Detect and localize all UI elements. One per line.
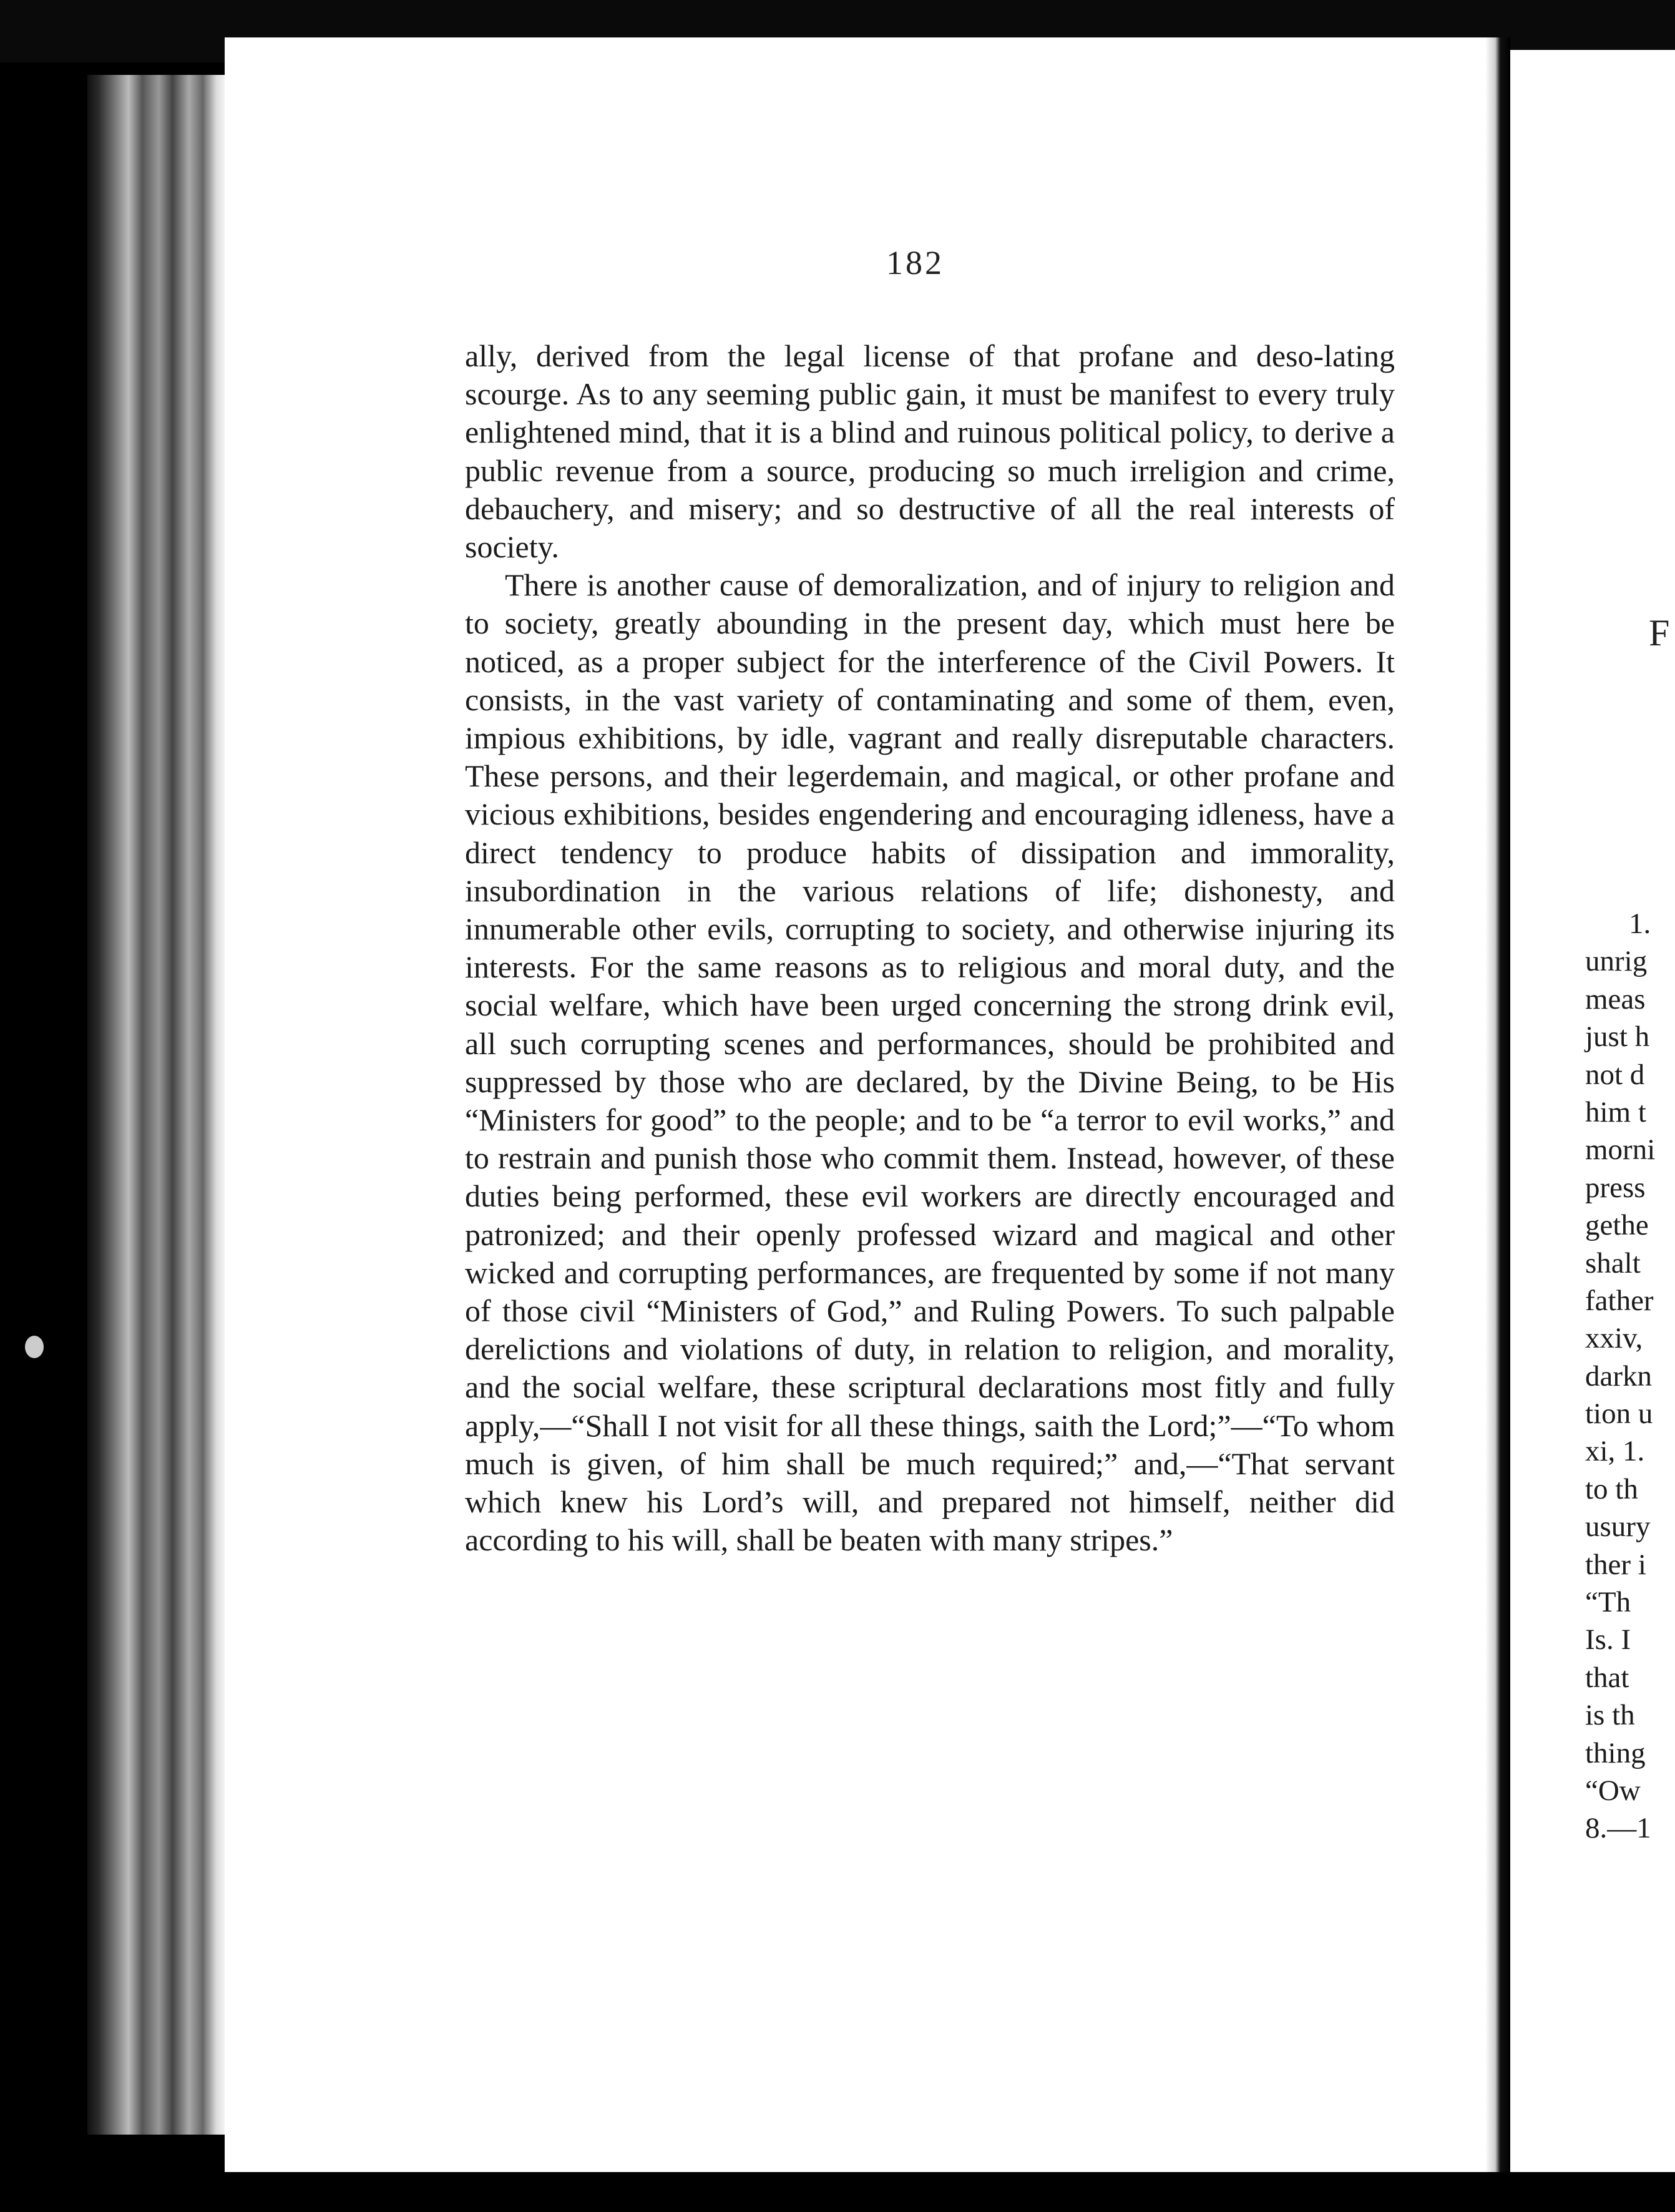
facing-line: father [1585,1284,1654,1317]
facing-line: press [1585,1171,1646,1204]
facing-line: tion u [1585,1397,1653,1431]
facing-line: to th [1585,1472,1638,1505]
facing-line: morni [1585,1133,1656,1167]
facing-line: meas [1585,982,1646,1015]
facing-line: ther i [1585,1548,1646,1581]
scan-bottom-border [0,2172,1675,2212]
facing-line: him t [1585,1095,1646,1128]
page-number: 182 [886,244,944,281]
facing-line: xi, 1. [1585,1435,1645,1468]
facing-line: unrig [1585,945,1648,978]
facing-line: darkn [1585,1359,1653,1392]
facing-line: 8.—1 [1585,1812,1651,1845]
paragraph: ally, derived from the legal license of that profane and deso-lating scourge. As to any seeming public gain, it must be manifest to every truly enlightened mind, that it is a blind and ruinous political policy, to derive a public revenue from a source, producing so much irreligion and crime, debauchery, and misery; and so destructive of all the real interests of society. [465,338,1395,565]
facing-line: gethe [1585,1209,1649,1242]
facing-line: 1. [1629,908,1651,940]
facing-line: that [1585,1661,1629,1694]
facing-line: is th [1585,1699,1635,1732]
book-page-edges [87,75,225,2135]
paragraph: There is another cause of demoralization, and of injury to religion and to society, greatly abounding in the present day, which must here be noticed, as a proper subject for the interference of the Civil Powers. It consists, in the vast variety of contaminating and some of them, even, impious exhibitions, by idle, vagrant and really disreputable characters. These persons, and their legerdemain, and magical, or other profane and vicious exhibitions, besides engendering and encouraging idleness, have a direct tendency to produce habits of dissipation and immorality, insubordination in the various relations of life; dishonesty, and innumerable other evils, corrupting to society, and otherwise injuring its interests. For the same reasons as to religious and moral duty, and the social welfare, which have been urged concerning the strong drink evil, all such corrupting scenes and performances, should be prohibited and suppressed by those who are declared, by the Divine Being, to be His “Ministers for good” to the people; and to be “a terror to evil works,” and to restrain and punish those who commit them. Instead, however, of these duties being performed, these evil workers are directly encouraged and patronized; and their openly professed wizard and magical and other wicked and corrupting performances, are frequented by some if not many of those civil “Ministers of God,” and Ruling Powers. To such palpable derelictions and violations of duty, in relation to religion, and morality, and the social welfare, these scriptural declarations most fitly and fully apply,—“Shall I not visit for all these things, saith the Lord;”—“To whom much is given, of him shall be much required;” and,—“That servant which knew his Lord’s will, and prepared not himself, neither did according to his will, shall be beaten with many stripes.” [465,567,1395,1558]
facing-line: “Th [1585,1586,1631,1619]
facing-page-heading-fragment: F [1649,612,1670,653]
facing-line: usury [1585,1510,1651,1544]
book-gutter [1485,37,1510,2172]
facing-line: shalt [1585,1246,1641,1280]
facing-line: xxiv, [1585,1322,1643,1355]
facing-line: “Ow [1585,1774,1641,1807]
facing-line: just h [1585,1020,1650,1054]
facing-line: thing [1585,1736,1646,1769]
facing-page-text [1585,905,1675,1847]
facing-line: not d [1585,1058,1645,1091]
page-body [465,337,1395,1560]
facing-line: Is. I [1585,1623,1631,1657]
scan-speck [25,1336,44,1358]
